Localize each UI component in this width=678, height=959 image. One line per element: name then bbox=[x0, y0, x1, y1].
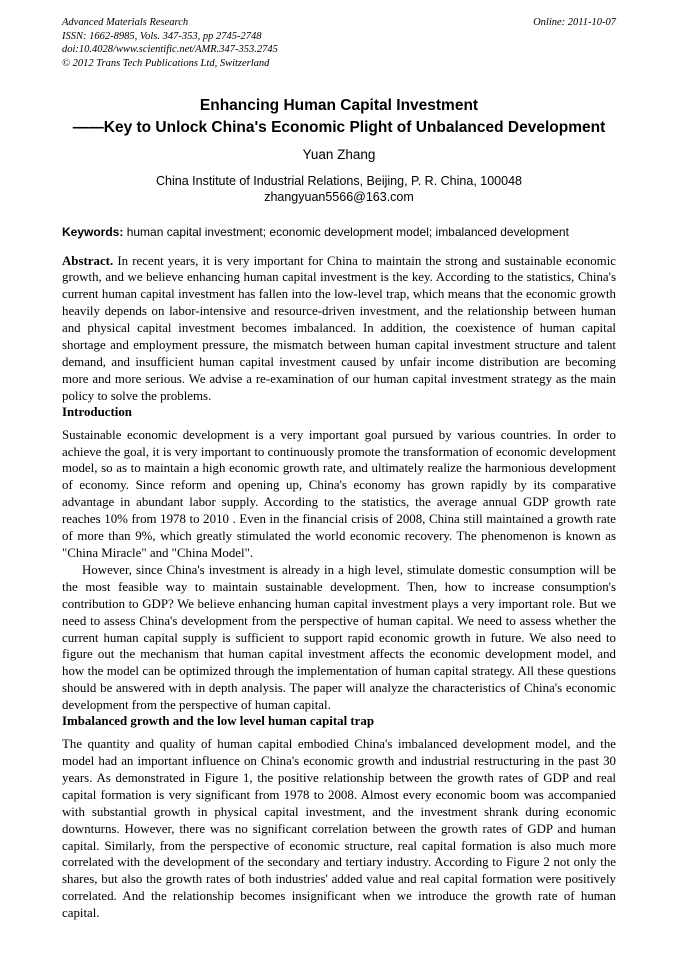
abstract-label: Abstract. bbox=[62, 253, 114, 268]
section-heading-introduction: Introduction bbox=[62, 404, 132, 419]
doi-line: doi:10.4028/www.scientific.net/AMR.347-353.2745 bbox=[62, 44, 278, 56]
abstract-text: In recent years, it is very important for China to maintain the strong and sustainable economic growth, and we believe enhancing human capital investment is the key. According to the statistics, China's current human capital investment has fallen into the low-level trap, which means that the economic growth heavily depends on labor-intensive and resource-driven investment, and the relationship between human and physical capital investment becomes imbalanced. In addition, the coexistence of human capital shortage and employment pressure, the mismatch between human capital investment structure and talent demand, and insufficient human capital investment caused by unfair income distribution are becoming more and more serious. We advise a re-examination of our human capital investment strategy as the main policy to solve the problems. bbox=[62, 253, 616, 403]
paper-title bbox=[62, 95, 616, 140]
keywords-text: human capital investment; economic development model; imbalanced development bbox=[123, 224, 569, 239]
author-name: Yuan Zhang bbox=[302, 146, 376, 162]
introduction-paragraph-2: However, since China's investment is already in a high level, stimulate domestic consumption will be the most feasible way to maintain sustainable development. Then, how to increase consumption's contribution to GDP? We believe enhancing human capital investment plays a very important role. But we need to assess China's development from the perspective of human capital. We need to assess whether the current human capital supply is sufficient to support rapid economic growth in future. We also need to figure out the mechanism that human capital investment affects the economic development model, and how the model can be optimized through the implementation of human capital strategy. All these questions should be answered with in depth analysis. The paper will analyze the characteristics of China's economic development from the perspective of human capital. bbox=[62, 562, 616, 713]
issn-line: ISSN: 1662-8985, Vols. 347-353, pp 2745-2748 bbox=[62, 30, 262, 42]
imbalanced-growth-paragraph-1: The quantity and quality of human capital embodied China's imbalanced development model, and the model had an important influence on China's economic growth and industrial restructuring in the past 30 years. As demonstrated in Figure 1, the positive relationship between the growth rates of GDP and real capital formation is very significant from 1978 to 2008. Almost every economic boom was accompanied with substantial growth in physical capital investment, and the investment shrank during economic downturns. However, there was no significant correlation between the growth rates of GDP and human capital. Similarly, from the perspective of economic structure, real capital formation is also much more correlated with the development of the secondary and tertiary industry. According to Figure 2 not only the shares, but also the growth rates of both industries' added value and real capital formation were positively correlated. And the relationship becomes insignificant when we introduce the growth rate of human capital. bbox=[62, 737, 616, 921]
paper-title-line-2: ——Key to Unlock China's Economic Plight of Unbalanced Development bbox=[72, 119, 606, 137]
keywords-line bbox=[62, 225, 616, 239]
author-email: zhangyuan5566@163.com bbox=[264, 189, 414, 204]
online-date: Online: 2011-10-07 bbox=[533, 17, 616, 28]
journal-header bbox=[62, 16, 616, 71]
introduction-paragraph-1: Sustainable economic development is a very important goal pursued by various countries. In order to achieve the goal, it is very important to continuously promote the transformation of economic development model, so as to maintain a high economic growth rate, and ultimately realize the harmonious development of economy. Since reform and opening up, China's economy has grown rapidly by its comparative advantage in abundant labor supply. According to the statistics, the average annual GDP growth rate reaches 10% from 1978 to 2010 . Even in the financial crisis of 2008, China still maintained a growth rate of more than 9%, which greatly stimulated the world economic recovery. The phenomenon is known as "China Miracle" and "China Model". bbox=[62, 427, 616, 560]
author-affiliation: China Institute of Industrial Relations, Beijing, P. R. China, 100048 bbox=[156, 173, 522, 188]
paper-title-line-1: Enhancing Human Capital Investment bbox=[199, 96, 479, 114]
abstract-paragraph bbox=[62, 253, 616, 405]
journal-header-left bbox=[62, 16, 278, 71]
section-heading-imbalanced-growth: Imbalanced growth and the low level human capital trap bbox=[62, 714, 375, 729]
copyright-line: © 2012 Trans Tech Publications Ltd, Switzerland bbox=[62, 57, 270, 69]
keywords-label: Keywords: bbox=[62, 224, 124, 239]
journal-name: Advanced Materials Research bbox=[62, 17, 189, 28]
